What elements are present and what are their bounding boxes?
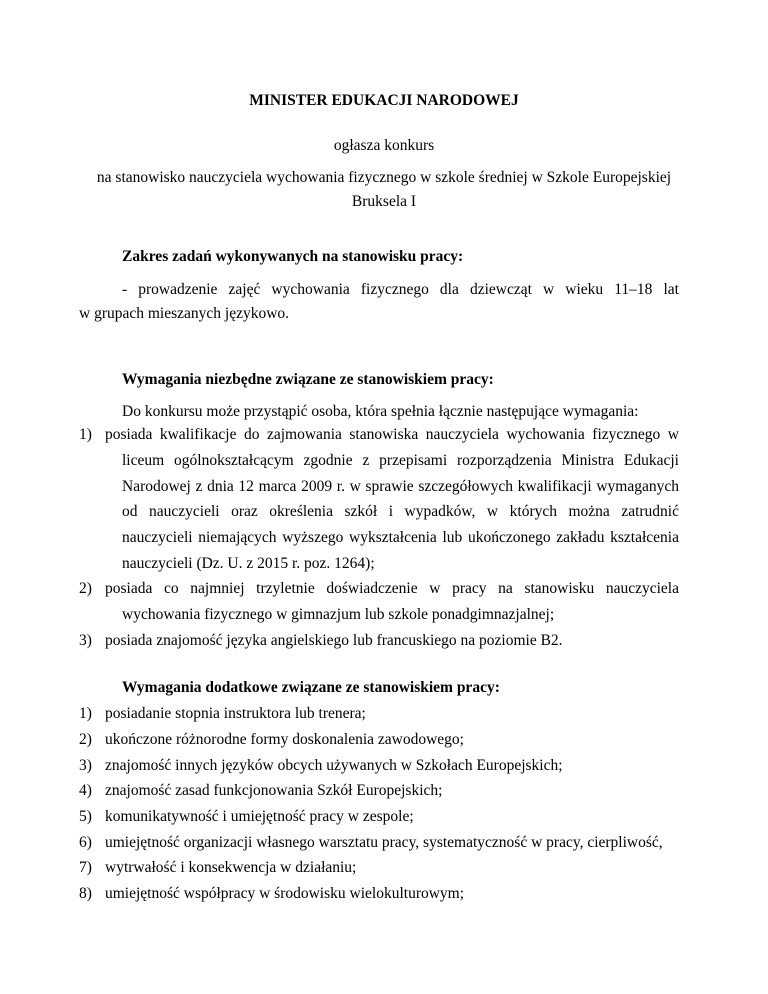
additional-heading: Wymagania dodatkowe związane ze stanowiskiem pracy:	[122, 679, 500, 696]
item-number: 5)	[79, 808, 92, 825]
item-number: 7)	[79, 859, 92, 876]
document-title: MINISTER EDUKACJI NARODOWEJ	[249, 92, 519, 109]
item-line: liceum ogólnokształcącym zgodnie z przepisami rozporządzenia Ministra Edukacji	[122, 452, 679, 469]
item-text: umiejętność współpracy w środowisku wielokulturowym;	[105, 885, 465, 902]
item-number: 6)	[79, 834, 92, 851]
duties-heading: Zakres zadań wykonywanych na stanowisku pracy:	[122, 248, 464, 265]
item-line: nauczycieli niemających wyższego wykształcenia lub ukończonego zakładu kształcenia	[122, 529, 679, 546]
item-text: umiejętność organizacji własnego warsztatu pracy, systematyczność w pracy, cierpliwość,	[105, 834, 663, 851]
item-line: posiada co najmniej trzyletnie doświadczenie w pracy na stanowisku nauczyciela	[105, 580, 679, 597]
item-line: wychowania fizycznego w gimnazjum lub szkole ponadgimnazjalnej;	[122, 606, 555, 623]
item-text: wytrwałość i konsekwencja w działaniu;	[105, 859, 357, 876]
position-line-1: na stanowisko nauczyciela wychowania fizycznego w szkole średniej w Szkole Europejskiej	[96, 169, 672, 186]
item-number: 2)	[79, 580, 92, 597]
item-text: komunikatywność i umiejętność pracy w zespole;	[105, 808, 414, 825]
item-line: posiada kwalifikacje do zajmowania stanowiska nauczyciela wychowania fizycznego w	[105, 426, 679, 443]
duties-line-1: - prowadzenie zajęć wychowania fizycznego dla dziewcząt w wieku 11–18 lat	[122, 281, 679, 298]
item-line: posiada znajomość języka angielskiego lub francuskiego na poziomie B2.	[105, 632, 563, 649]
item-text: znajomość zasad funkcjonowania Szkół Europejskich;	[105, 782, 443, 799]
item-number: 1)	[79, 705, 92, 722]
required-intro: Do konkursu może przystąpić osoba, która spełnia łącznie następujące wymagania:	[122, 403, 639, 420]
item-line: od nauczycieli oraz określenia szkół i wypadków, w których można zatrudnić	[122, 503, 679, 520]
item-number: 4)	[79, 782, 92, 799]
item-text: posiadanie stopnia instruktora lub trenera;	[105, 705, 366, 722]
item-line: Narodowej z dnia 12 marca 2009 r. w sprawie szczegółowych kwalifikacji wymaganych	[122, 478, 679, 495]
item-number: 1)	[79, 426, 92, 443]
required-heading: Wymagania niezbędne związane ze stanowiskiem pracy:	[122, 371, 494, 388]
item-number: 8)	[79, 885, 92, 902]
item-text: znajomość innych języków obcych używanych w Szkołach Europejskich;	[105, 757, 563, 774]
item-line: nauczycieli (Dz. U. z 2015 r. poz. 1264);	[122, 555, 375, 572]
item-text: ukończone różnorodne formy doskonalenia zawodowego;	[105, 731, 464, 748]
item-number: 3)	[79, 632, 92, 649]
announcement-text: ogłasza konkurs	[333, 137, 435, 154]
item-number: 3)	[79, 757, 92, 774]
duties-line-2: w grupach mieszanych językowo.	[79, 305, 290, 322]
item-number: 2)	[79, 731, 92, 748]
position-line-2: Bruksela I	[351, 193, 417, 210]
